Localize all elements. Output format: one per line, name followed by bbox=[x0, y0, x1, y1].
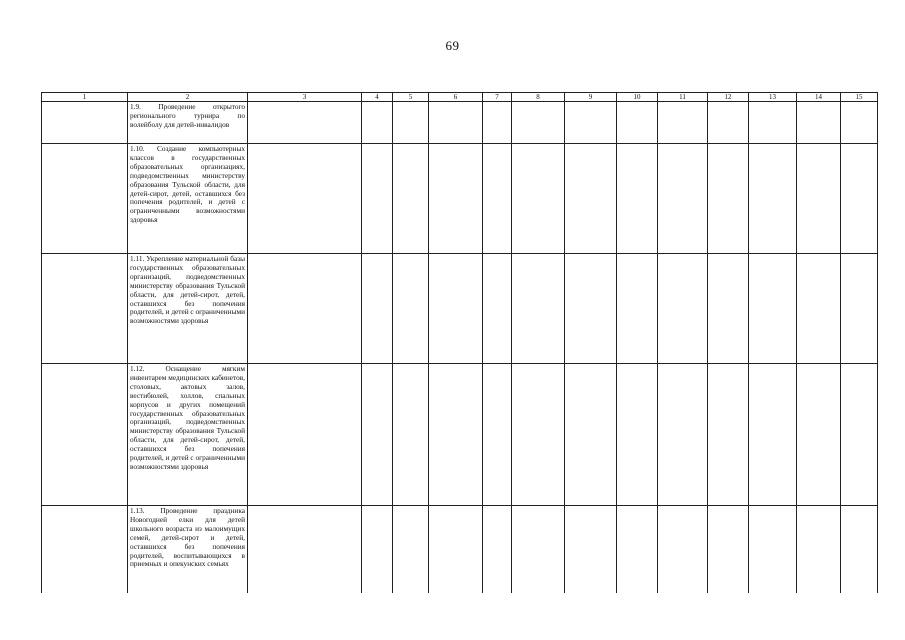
table-row bbox=[42, 506, 878, 594]
table-cell bbox=[248, 102, 362, 144]
table-row bbox=[42, 254, 878, 364]
table-cell bbox=[248, 506, 362, 594]
table-cell bbox=[565, 144, 617, 254]
table-cell bbox=[658, 144, 708, 254]
table-cell bbox=[617, 364, 658, 506]
table-cell bbox=[841, 506, 878, 594]
table-cell bbox=[362, 144, 393, 254]
table-cell bbox=[565, 364, 617, 506]
table-cell bbox=[483, 364, 512, 506]
measure-description: 1.9. Проведение открытого регионального турнира по волейболу для детей-инвалидов bbox=[128, 102, 248, 144]
table-cell bbox=[248, 364, 362, 506]
table-cell bbox=[393, 144, 429, 254]
table-cell bbox=[658, 102, 708, 144]
header-row bbox=[42, 93, 878, 102]
table-cell bbox=[841, 364, 878, 506]
table-cell bbox=[429, 102, 483, 144]
table-cell bbox=[797, 254, 841, 364]
table-cell bbox=[708, 144, 749, 254]
table-cell bbox=[483, 144, 512, 254]
data-table bbox=[41, 92, 878, 593]
column-header: 2 bbox=[128, 93, 248, 102]
column-header: 11 bbox=[658, 93, 708, 102]
table-cell bbox=[393, 364, 429, 506]
column-header: 13 bbox=[749, 93, 797, 102]
table-cell bbox=[617, 506, 658, 594]
table-cell bbox=[483, 254, 512, 364]
column-header: 1 bbox=[42, 93, 128, 102]
table-cell bbox=[658, 254, 708, 364]
table-cell bbox=[708, 506, 749, 594]
table-cell bbox=[512, 254, 565, 364]
table-cell bbox=[512, 506, 565, 594]
table-cell bbox=[42, 364, 128, 506]
table-cell bbox=[708, 364, 749, 506]
table-cell bbox=[483, 506, 512, 594]
table-cell bbox=[749, 254, 797, 364]
table-cell bbox=[797, 506, 841, 594]
table-cell bbox=[565, 506, 617, 594]
page-number: 69 bbox=[445, 38, 460, 53]
table-cell bbox=[42, 506, 128, 594]
table-cell bbox=[617, 144, 658, 254]
table-cell bbox=[617, 102, 658, 144]
column-header: 8 bbox=[512, 93, 565, 102]
column-header: 4 bbox=[362, 93, 393, 102]
table-cell bbox=[429, 364, 483, 506]
table-cell bbox=[512, 364, 565, 506]
table-cell bbox=[429, 254, 483, 364]
table-cell bbox=[512, 102, 565, 144]
table-cell bbox=[565, 254, 617, 364]
table-cell bbox=[248, 144, 362, 254]
measure-description: 1.12. Оснащение мягким инвентарем медицинских кабинетов, столовых, актовых залов, вестибюлей, холлов, спальных корпусов и других помещений государственных образовательных организаций, подведомственных министерству образования Тульской области, для детей-сирот, детей, оставшихся без попечения родителей, и детей с ограниченными возможностями здоровья bbox=[128, 364, 248, 506]
table-cell bbox=[362, 364, 393, 506]
column-header: 14 bbox=[797, 93, 841, 102]
table-row bbox=[42, 364, 878, 506]
table-cell bbox=[483, 102, 512, 144]
column-header: 3 bbox=[248, 93, 362, 102]
table-cell bbox=[42, 144, 128, 254]
table-cell bbox=[797, 364, 841, 506]
table-cell bbox=[749, 364, 797, 506]
column-header: 6 bbox=[429, 93, 483, 102]
table-cell bbox=[393, 102, 429, 144]
column-header: 10 bbox=[617, 93, 658, 102]
table-row bbox=[42, 144, 878, 254]
table-cell bbox=[512, 144, 565, 254]
table-cell bbox=[362, 506, 393, 594]
table-cell bbox=[841, 102, 878, 144]
measure-description: 1.13. Проведение праздника Новогодней елки для детей школьного возраста из малоимущих семей, детей-сирот и детей, оставшихся без попечения родителей, воспитывающихся в приемных и опекунских семьях bbox=[128, 506, 248, 594]
table-cell bbox=[393, 506, 429, 594]
table-cell bbox=[393, 254, 429, 364]
table-cell bbox=[617, 254, 658, 364]
table-cell bbox=[708, 254, 749, 364]
table-cell bbox=[797, 102, 841, 144]
column-header: 5 bbox=[393, 93, 429, 102]
table-cell bbox=[362, 102, 393, 144]
column-header: 12 bbox=[708, 93, 749, 102]
table-cell bbox=[658, 506, 708, 594]
measure-description: 1.11. Укрепление материальной базы государственных образовательных организаций, подведомственных министерству образования Тульской области, для детей-сирот, детей, оставшихся без попечения родителей, и детей с ограниченными возможностями здоровья bbox=[128, 254, 248, 364]
column-header: 15 bbox=[841, 93, 878, 102]
table-cell bbox=[749, 144, 797, 254]
table-row bbox=[42, 102, 878, 144]
table-cell bbox=[565, 102, 617, 144]
measure-description: 1.10. Создание компьютерных классов в государственных образовательных организациях, подведомственных министерству образования Тульской области, для детей-сирот, детей, оставшихся без попечения родителей, и детей с ограниченными возможностями здоровья bbox=[128, 144, 248, 254]
table-cell bbox=[749, 102, 797, 144]
column-header: 9 bbox=[565, 93, 617, 102]
table-cell bbox=[42, 254, 128, 364]
table-cell bbox=[749, 506, 797, 594]
table-cell bbox=[841, 254, 878, 364]
table-cell bbox=[429, 506, 483, 594]
column-header: 7 bbox=[483, 93, 512, 102]
table-cell bbox=[42, 102, 128, 144]
table-cell bbox=[429, 144, 483, 254]
table-cell bbox=[797, 144, 841, 254]
table-cell bbox=[708, 102, 749, 144]
table-cell bbox=[658, 364, 708, 506]
table-cell bbox=[248, 254, 362, 364]
table-cell bbox=[362, 254, 393, 364]
table-cell bbox=[841, 144, 878, 254]
